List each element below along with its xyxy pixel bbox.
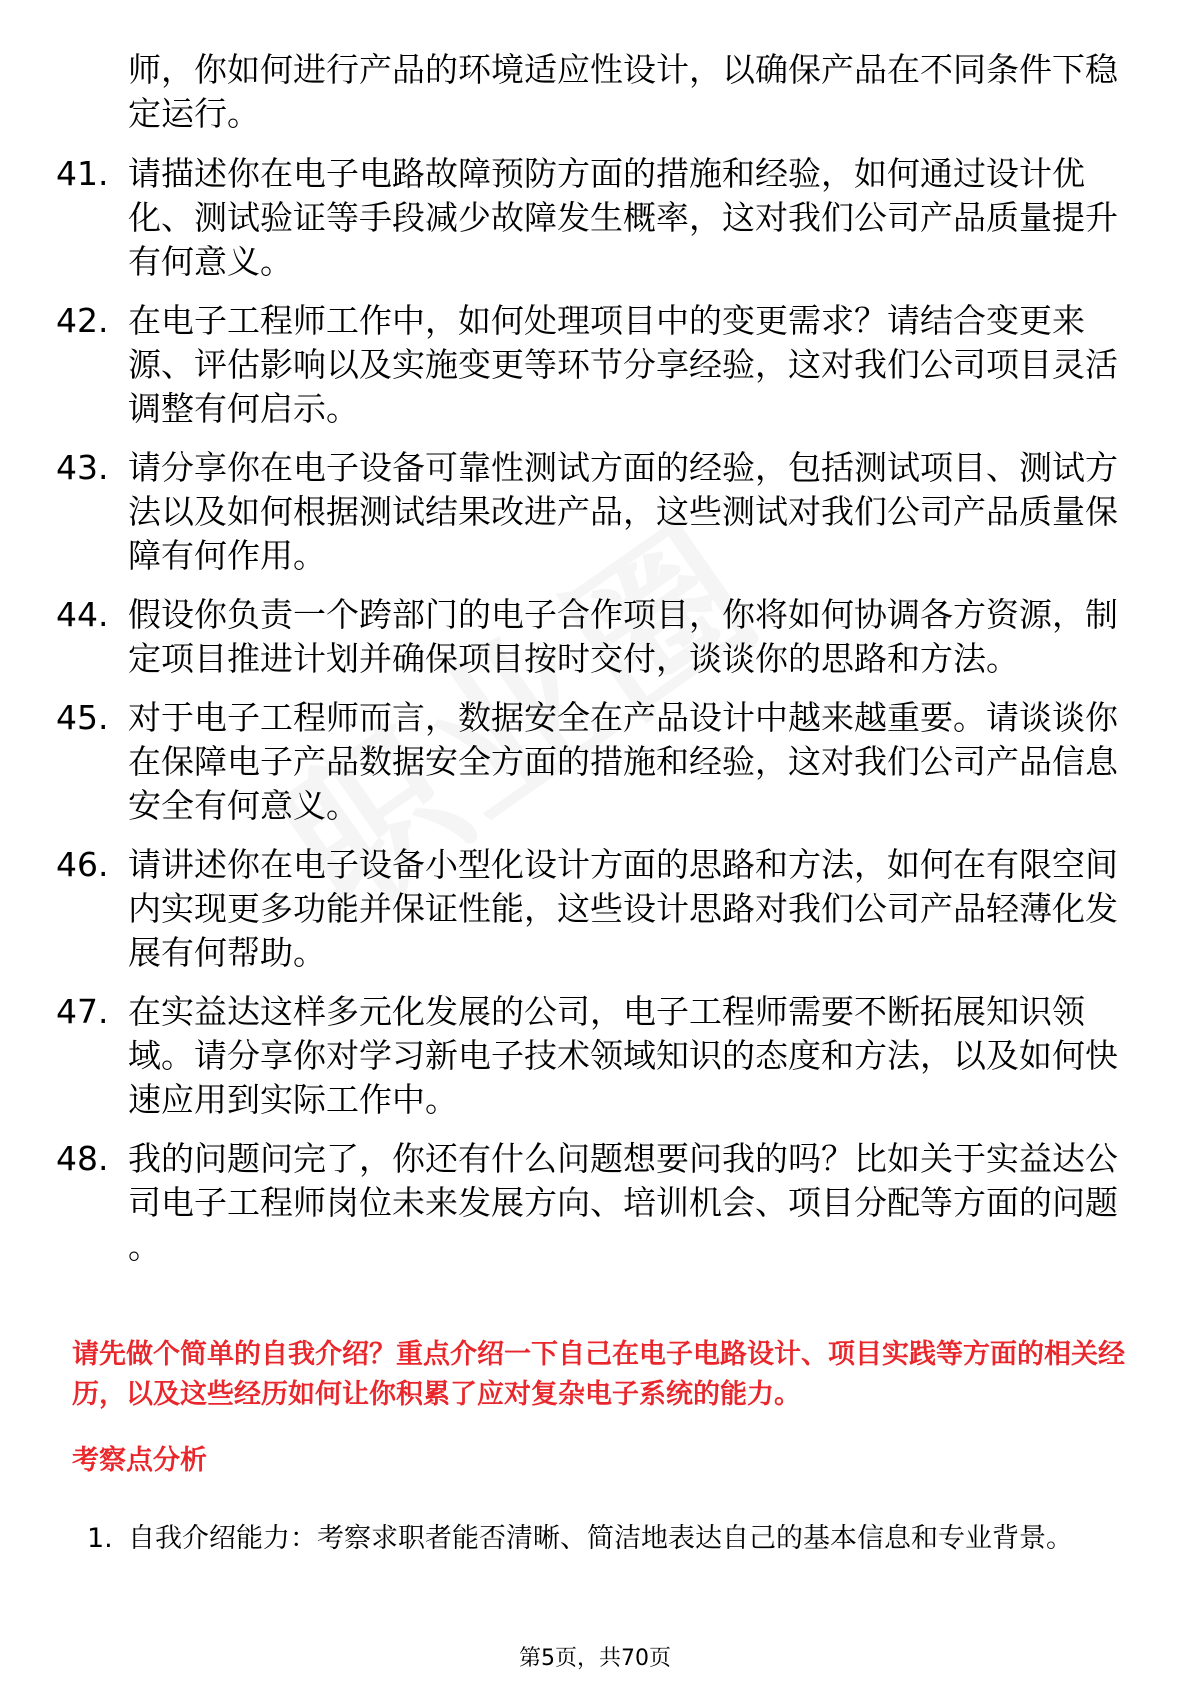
question-item	[0, 446, 1190, 578]
question-text: 请分享你在电子设备可靠性测试方面的经验，包括测试项目、测试方法以及如何根据测试结果改进产品，这些测试对我们公司产品质量保障有何作用。	[128, 448, 1118, 575]
question-item	[0, 843, 1190, 975]
question-number: 46.	[56, 845, 109, 884]
question-item	[0, 696, 1190, 828]
question-item	[0, 990, 1190, 1122]
analysis-heading: 考察点分析	[72, 1445, 207, 1476]
question-text: 假设你负责一个跨部门的电子合作项目，你将如何协调各方资源，制定项目推进计划并确保项目按时交付，谈谈你的思路和方法。	[128, 595, 1118, 678]
question-text: 请讲述你在电子设备小型化设计方面的思路和方法，如何在有限空间内实现更多功能并保证性能，这些设计思路对我们公司产品轻薄化发展有何帮助。	[128, 845, 1118, 972]
question-item	[0, 152, 1190, 284]
highlighted-question: 请先做个简单的自我介绍？重点介绍一下自己在电子电路设计、项目实践等方面的相关经历，以及这些经历如何让你积累了应对复杂电子系统的能力。	[72, 1339, 1125, 1410]
question-number: 41.	[56, 154, 109, 193]
question-number: 42.	[56, 301, 109, 340]
question-number: 44.	[56, 595, 109, 634]
question-text: 在电子工程师工作中，如何处理项目中的变更需求？请结合变更来源、评估影响以及实施变更等环节分享经验，这对我们公司项目灵活调整有何启示。	[128, 301, 1118, 428]
question-text: 对于电子工程师而言，数据安全在产品设计中越来越重要。请谈谈你在保障电子产品数据安全方面的措施和经验，这对我们公司产品信息安全有何意义。	[128, 698, 1118, 825]
question-item	[0, 1137, 1190, 1269]
question-text: 请描述你在电子电路故障预防方面的措施和经验，如何通过设计优化、测试验证等手段减少故障发生概率，这对我们公司产品质量提升有何意义。	[128, 154, 1118, 281]
question-number: 47.	[56, 992, 109, 1031]
page-footer: 第5页，共70页	[519, 1646, 671, 1671]
analysis-text: 自我介绍能力：考察求职者能否清晰、简洁地表达自己的基本信息和专业背景。	[128, 1523, 1073, 1554]
question-continuation: 师，你如何进行产品的环境适应性设计，以确保产品在不同条件下稳定运行。	[128, 50, 1118, 133]
question-item	[0, 299, 1190, 431]
question-number: 45.	[56, 698, 109, 737]
question-item	[0, 593, 1190, 681]
question-list	[0, 152, 1190, 1284]
analysis-item	[0, 1508, 1190, 1570]
question-text: 我的问题问完了，你还有什么问题想要问我的吗？比如关于实益达公司电子工程师岗位未来发展方向、培训机会、项目分配等方面的问题 。	[128, 1139, 1118, 1266]
question-number: 48.	[56, 1139, 109, 1178]
question-number: 43.	[56, 448, 109, 487]
analysis-number: 1.	[87, 1523, 113, 1554]
question-text: 在实益达这样多元化发展的公司，电子工程师需要不断拓展知识领域。请分享你对学习新电子技术领域知识的态度和方法，以及如何快速应用到实际工作中。	[128, 992, 1118, 1119]
